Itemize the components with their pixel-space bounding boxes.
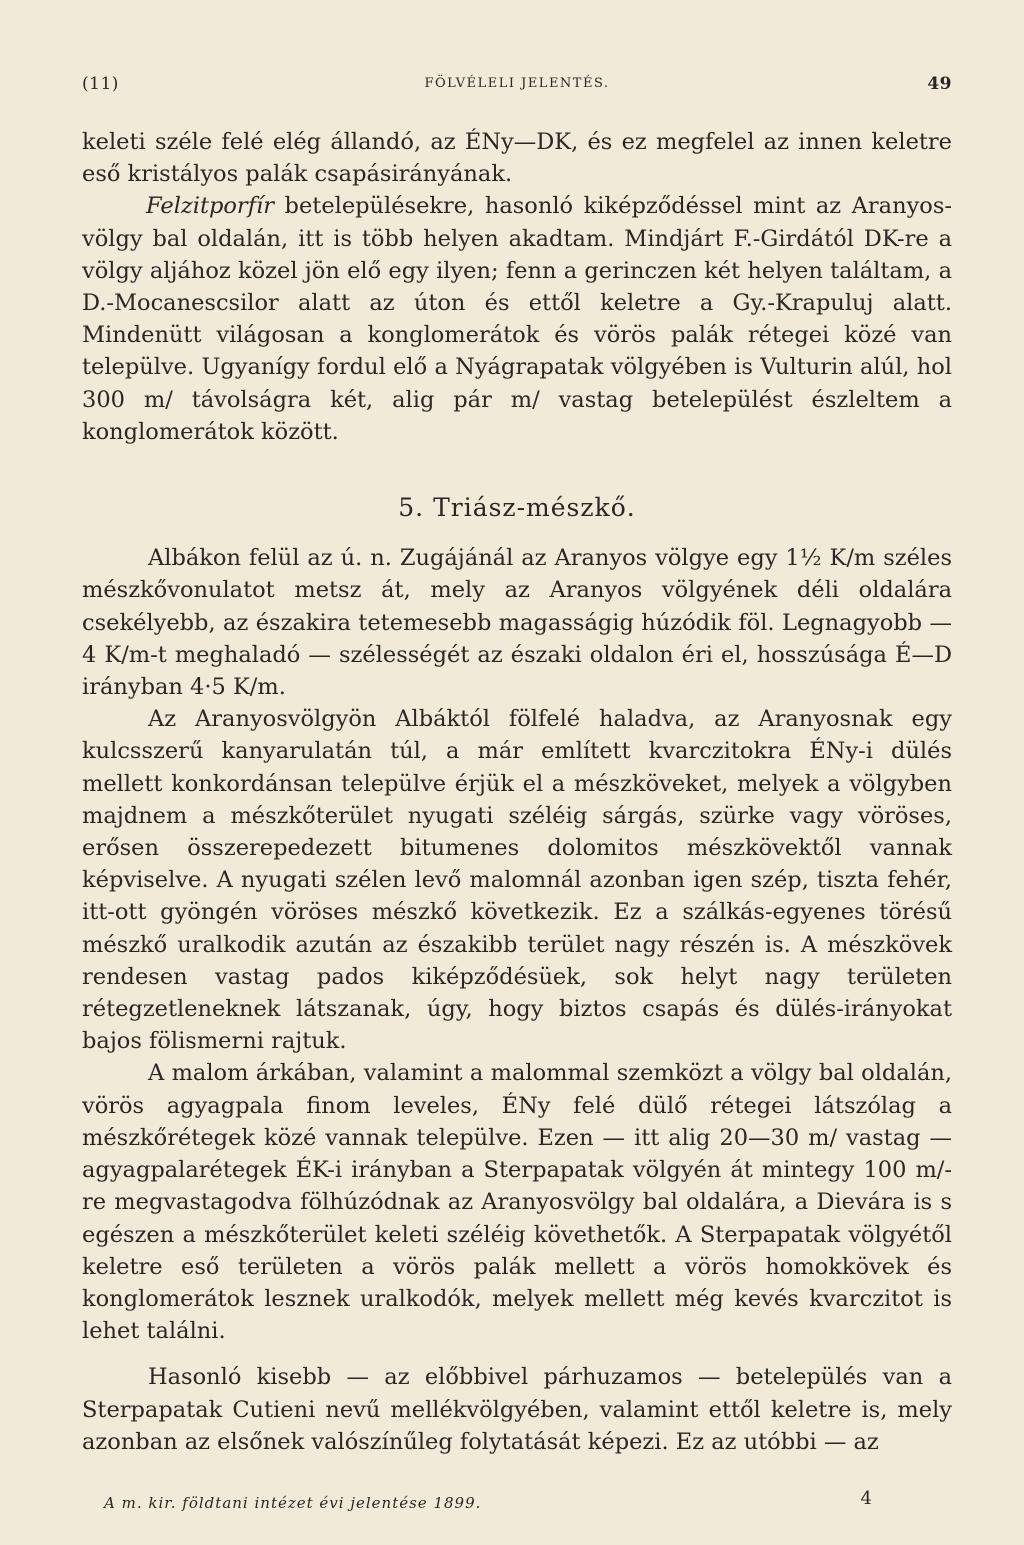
paragraph-albakon: Albákon felül az ú. n. Zugájánál az Aranyos völgye egy 1½ K/m széles mészkővonulatot metsz át, mely az Aranyos völgyének déli oldalára csekélyebb, az északira tetemesebb magasságig húzódik föl. Legnagyobb — 4 K/m-t meghaladó — szélességét az északi oldalon éri el, hosszúsága É—D irányban 4·5 K/m. <box>82 545 952 701</box>
paragraph-aranyosvolgy: Az Aranyosvölgyön Albáktól fölfelé haladva, az Aranyosnak egy kulcsszerű kanyarulatán túl, a már említett kvarczitokra ÉNy-i dülés mellett konkordánsan települve érjük el a mészköveket, melyek a völgyben majdnem a mészkőterület nyugati széléig sárgás, szürke vagy vöröses, erősen összerepedezett bitumenes dolomitos mészkövektől vannak képviselve. A nyugati szélen levő malomnál azonban igen szép, tiszta fehér, itt-ott gyöngén vöröses mészkő következik. Ez a szálkás-egyenes törésű mészkő uralkodik azután az északibb terület nagy részén is. A mészkövek rendesen vastag pados kiképződésüek, sok helyt nagy területen rétegzetleneknek látszanak, úgy, hogy biztos csapás és dülés-irányokat bajos fölismerni rajtuk. <box>82 706 952 1055</box>
emphasis-term: Felzitporfír <box>146 193 274 220</box>
paragraph-continued: keleti széle felé elég állandó, az ÉNy—DK, és ez megfelel az innen keletre eső kristályos palák csapásirányának. <box>82 129 952 188</box>
paragraph-hasonlo: Hasonló kisebb — az előbbivel párhuzamos — betelepülés van a Sterpapatak Cutieni nevű mellékvölgyében, valamint ettől keletre is, mely azonban az elsőnek valószínűleg folytatását képezi. Ez az utóbbi — az <box>82 1364 952 1455</box>
footer-publication: A m. kir. földtani intézet évi jelentése 1899. <box>104 1494 482 1512</box>
section-heading: 5. Triász-mészkő. <box>398 493 636 523</box>
paragraph-text: betelepülésekre, hasonló kiképződéssel mint az Aranyos-völgy bal oldalán, itt is több helyen akadtam. Mindjárt F.-Girdától DK-re a völgy aljához közel jön elő egy ilyen; fenn a gerinczen két helyen találtam, a D.-Mocanescsilor alatt az úton és ettől keletre a Gy.-Krapuluj alatt. Mindenütt világosan a konglomerátok és vörös palák rétegei közé van települve. Ugyanígy fordul elő a Nyágrapatak völgyében is Vulturin alúl, hol 300 m/ távolságra két, alig pár m/ vastag betelepülést észleltem a konglomerátok között. <box>82 193 952 445</box>
running-title: FÖLVÉLELI JELENTÉS. <box>424 76 610 91</box>
signature-mark: 4 <box>860 1488 872 1509</box>
running-header <box>82 74 952 98</box>
body-text <box>82 126 952 1458</box>
paragraph-malom: A malom árkában, valamint a malommal szemközt a völgy bal oldalán, vörös agyagpala finom leveles, ÉNy felé dülő rétegei látszólag a mészkőrétegek közé vannak települve. Ezen — itt alig 20—30 m/ vastag — agyagpalarétegek ÉK-i irányban a Sterpapatak völgyén át mintegy 100 m/-re megvastagodva fölhúzódnak az Aranyosvölgy bal oldalára, a Dievára is s egészen a mészkőterület keleti széléig követhetők. A Sterpapatak völgyétől keletre eső területen a vörös palák mellett a vörös homokkövek és konglomerátok lesznek uralkodók, melyek mellett még kevés kvarczitot is lehet találni. <box>82 1060 952 1345</box>
page-footer <box>82 1488 872 1518</box>
page-number: 49 <box>927 74 952 94</box>
paragraph-felzitporfir <box>82 190 952 448</box>
section-number: (11) <box>82 74 119 94</box>
